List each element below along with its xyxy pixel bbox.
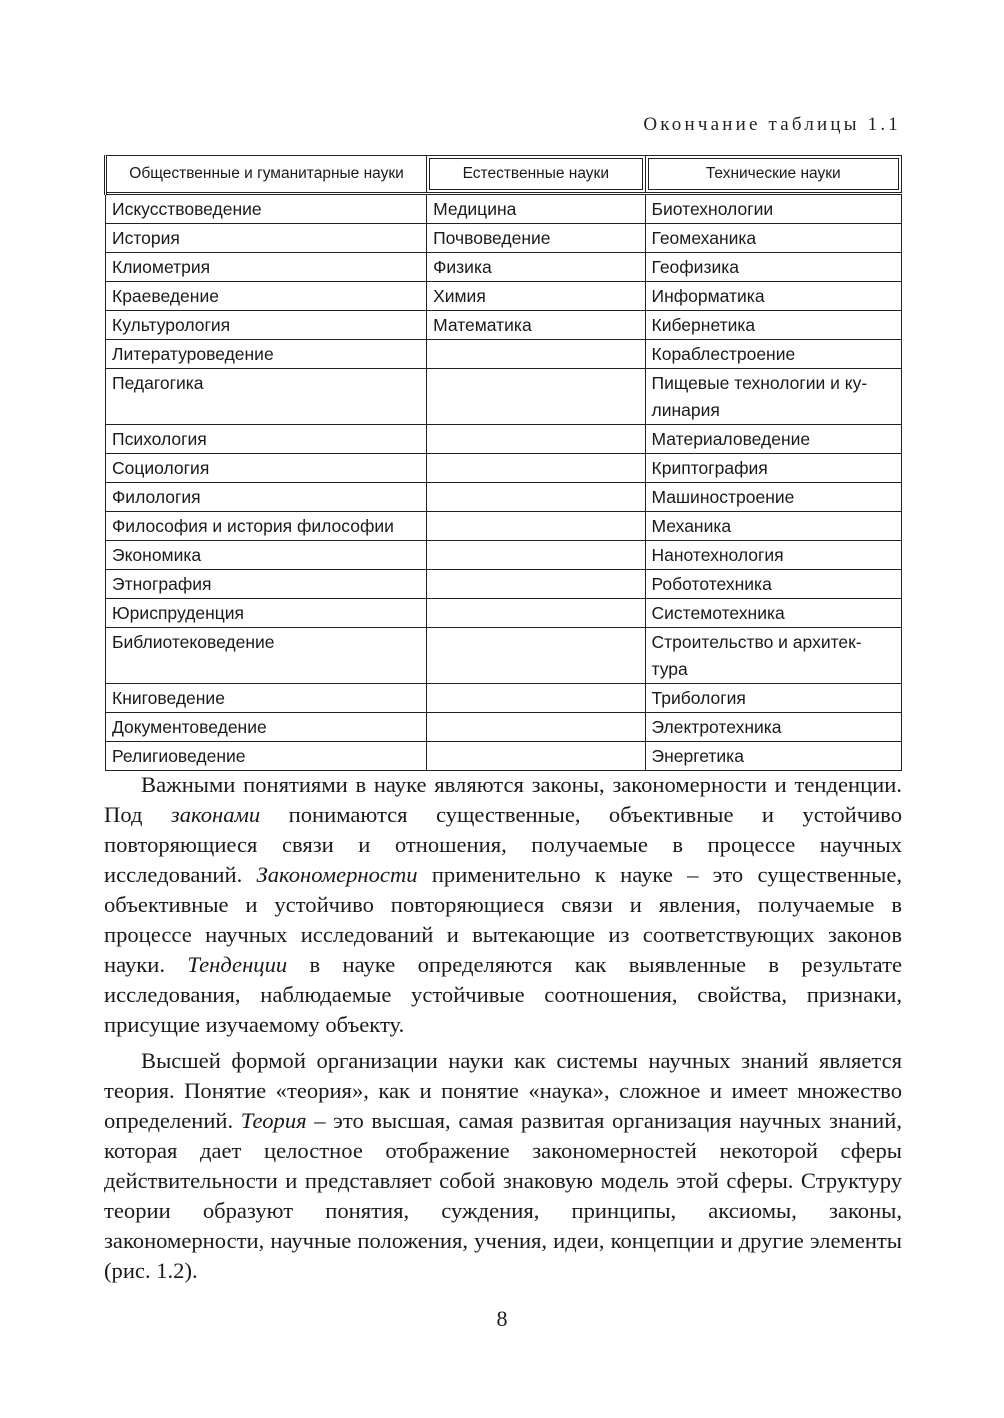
table-row: [106, 425, 902, 454]
table-row: [106, 253, 902, 282]
paragraph-text: в науке определяются как выявленные в результате исследования, наблюдаемые устойчивые соотношения, свойства, признаки, присущие изучаемому объекту.: [104, 952, 902, 1037]
cell-technical: Геомеханика: [645, 224, 901, 253]
header-technical: Технические науки: [645, 156, 901, 194]
cell-humanities: Библиотековедение: [106, 628, 427, 684]
header-humanities: Общественные и гуманитарные науки: [106, 156, 427, 194]
cell-natural: [427, 340, 645, 369]
table-row: [106, 369, 902, 425]
cell-natural: [427, 713, 645, 742]
table-header: [106, 156, 902, 194]
cell-natural: [427, 742, 645, 771]
paragraph-text: понимаются существенные, объективные и устойчиво повторяющиеся связи и отношения, получаемые в процессе научных исследований.: [104, 802, 902, 887]
cell-technical: Нанотехнология: [645, 541, 901, 570]
cell-humanities: Филология: [106, 483, 427, 512]
term-regularities: Закономерности: [256, 862, 418, 887]
cell-technical: Механика: [645, 512, 901, 541]
cell-technical: Материаловедение: [645, 425, 901, 454]
table-row: [106, 628, 902, 684]
cell-natural: [427, 570, 645, 599]
table-row: [106, 483, 902, 512]
cell-natural: [427, 628, 645, 684]
cell-humanities: История: [106, 224, 427, 253]
cell-humanities: Краеведение: [106, 282, 427, 311]
header-natural: Естественные науки: [427, 156, 645, 194]
table-row: [106, 684, 902, 713]
cell-technical: Робототехника: [645, 570, 901, 599]
cell-humanities: Этнография: [106, 570, 427, 599]
cell-natural: [427, 483, 645, 512]
cell-technical: Геофизика: [645, 253, 901, 282]
cell-technical: Биотехнологии: [645, 194, 901, 224]
cell-technical: Системотехника: [645, 599, 901, 628]
term-laws: законами: [170, 802, 261, 827]
cell-natural: [427, 425, 645, 454]
cell-humanities: Педагогика: [106, 369, 427, 425]
table-row: [106, 541, 902, 570]
cell-natural: [427, 369, 645, 425]
sciences-table: [104, 155, 902, 771]
cell-technical: Электротехника: [645, 713, 901, 742]
page-number: 8: [496, 1306, 508, 1331]
cell-humanities: Экономика: [106, 541, 427, 570]
cell-humanities: Литературоведение: [106, 340, 427, 369]
cell-technical: Кораблестроение: [645, 340, 901, 369]
paragraph-theory: [104, 1046, 902, 1286]
table-row: [106, 282, 902, 311]
table-row: [106, 224, 902, 253]
table-row: [106, 454, 902, 483]
paragraph-text: – это высшая, самая развитая организация научных знаний, которая дает целостное отображение закономерностей некоторой сферы действительности и представляет собой знаковую модель этой сферы. Структуру теории образуют понятия, суждения, принципы, аксиомы, законы, закономерности, научные положения, учения, идеи, концепции и другие элементы (рис. 1.2).: [104, 1108, 903, 1283]
cell-humanities: Книговедение: [106, 684, 427, 713]
cell-technical: Строительство и архитек- тура: [645, 628, 901, 684]
cell-natural: Медицина: [427, 194, 645, 224]
cell-humanities: Клиометрия: [106, 253, 427, 282]
table-row: [106, 742, 902, 771]
cell-technical: Информатика: [645, 282, 901, 311]
cell-natural: Математика: [427, 311, 645, 340]
cell-humanities: Юриспруденция: [106, 599, 427, 628]
paragraph-laws: [104, 770, 902, 1040]
cell-technical: Кибернетика: [645, 311, 901, 340]
paragraph-text: Важными понятиями в науке являются законы, закономерности и тенденции. Под: [104, 772, 902, 827]
table-caption: Окончание таблицы 1.1: [643, 114, 901, 135]
cell-humanities: Философия и история философии: [106, 512, 427, 541]
header-row: [106, 156, 902, 194]
table-row: [106, 311, 902, 340]
cell-technical: Трибология: [645, 684, 901, 713]
cell-natural: [427, 599, 645, 628]
paragraph-text: Высшей формой организации науки как системы научных знаний является теория. Понятие «теория», как и понятие «наука», сложное и имеет множество определений.: [104, 1048, 902, 1133]
cell-humanities: Религиоведение: [106, 742, 427, 771]
cell-technical: Машиностроение: [645, 483, 901, 512]
table-body: [106, 194, 902, 771]
cell-natural: [427, 684, 645, 713]
table-row: [106, 713, 902, 742]
table-row: [106, 512, 902, 541]
cell-humanities: Психология: [106, 425, 427, 454]
cell-humanities: Социология: [106, 454, 427, 483]
term-theory: Теория: [240, 1108, 307, 1133]
cell-natural: [427, 454, 645, 483]
cell-technical: Энергетика: [645, 742, 901, 771]
cell-natural: [427, 512, 645, 541]
term-tendencies: Тенденции: [187, 952, 288, 977]
table-row: [106, 599, 902, 628]
body-text: [104, 770, 902, 1286]
table-row: [106, 194, 902, 224]
cell-humanities: Культурология: [106, 311, 427, 340]
cell-technical: Пищевые технологии и ку- линария: [645, 369, 901, 425]
cell-technical: Криптография: [645, 454, 901, 483]
cell-natural: Химия: [427, 282, 645, 311]
cell-humanities: Документоведение: [106, 713, 427, 742]
cell-natural: Почвоведение: [427, 224, 645, 253]
cell-humanities: Искусствоведение: [106, 194, 427, 224]
paragraph-text: применительно к науке – это существенные, объективные и устойчиво повторяющиеся связи и явления, получаемые в процессе научных исследований и вытекающие из соответствующих законов науки.: [104, 862, 903, 977]
cell-natural: Физика: [427, 253, 645, 282]
table-row: [106, 340, 902, 369]
table-row: [106, 570, 902, 599]
cell-natural: [427, 541, 645, 570]
